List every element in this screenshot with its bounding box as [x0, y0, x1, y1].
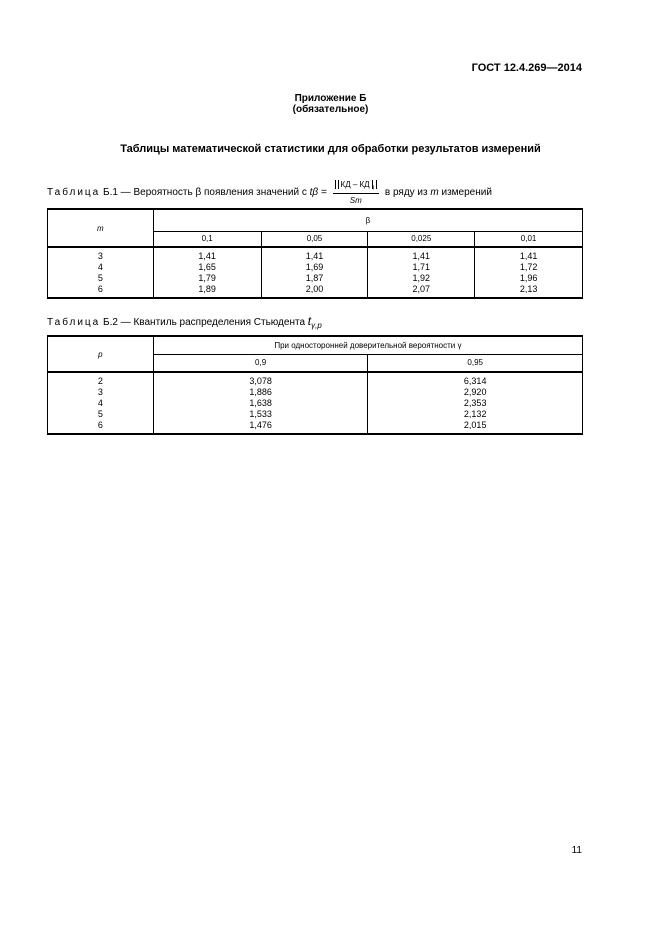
- table2-group-header: При односторонней доверительной вероятности γ: [153, 336, 582, 354]
- table-b1: [47, 208, 583, 299]
- table-row: [48, 284, 583, 298]
- table2-row-header: p: [48, 336, 154, 372]
- table1-caption: [47, 180, 492, 205]
- table-row: [48, 398, 583, 409]
- table-cell: 4: [48, 262, 154, 273]
- table-cell: 3,078: [153, 372, 368, 387]
- table-cell: 1,89: [153, 284, 261, 298]
- table-cell: 2: [48, 372, 154, 387]
- table-cell: 1,79: [153, 273, 261, 284]
- table-cell: 6: [48, 284, 154, 298]
- table-cell: 2,132: [368, 409, 583, 420]
- formula-numerator-sub: i: [372, 184, 375, 192]
- appendix-status: (обязательное): [292, 104, 369, 115]
- table1-col-header: 0,05: [261, 231, 368, 247]
- formula-denominator: Sm: [349, 195, 362, 205]
- table-cell: 6,314: [368, 372, 583, 387]
- table-row: [48, 273, 583, 284]
- table-b2: [47, 335, 583, 435]
- table1-col-header: 0,025: [368, 231, 475, 247]
- table1-caption-var: m: [430, 186, 439, 198]
- table-cell: 1,92: [368, 273, 475, 284]
- table-cell: 1,476: [153, 420, 368, 434]
- section-title: Таблицы математической статистики для обработки результатов измерений: [120, 143, 541, 155]
- table-cell: 5: [48, 273, 154, 284]
- table-cell: 3: [48, 247, 154, 262]
- table-cell: 6: [48, 420, 154, 434]
- table-cell: 1,886: [153, 387, 368, 398]
- table-cell: 3: [48, 387, 154, 398]
- formula-lhs: tβ =: [309, 186, 327, 198]
- table-cell: 1,69: [261, 262, 368, 273]
- table-row: [48, 247, 583, 262]
- appendix-title: Приложение Б: [294, 93, 367, 104]
- table2-col-header: 0,9: [153, 354, 368, 372]
- table1-caption-tail: в ряду из: [384, 186, 428, 198]
- table-row: [48, 409, 583, 420]
- table-cell: 2,07: [368, 284, 475, 298]
- table-cell: 2,00: [261, 284, 368, 298]
- table2-caption-text: Б.2 — Квантиль распределения Стьюдента: [103, 317, 306, 328]
- table-row: [48, 420, 583, 434]
- table-cell: 1,638: [153, 398, 368, 409]
- table2-caption: [47, 314, 322, 330]
- table-cell: 1,41: [368, 247, 475, 262]
- table1-col-header: 0,1: [153, 231, 261, 247]
- formula-numerator: КД – КД: [338, 180, 373, 189]
- table2-caption-symbol: t: [307, 314, 312, 328]
- table1-group-header: β: [153, 209, 582, 231]
- table-cell: 2,015: [368, 420, 583, 434]
- table-cell: 1,533: [153, 409, 368, 420]
- table-cell: 2,353: [368, 398, 583, 409]
- table2-caption-sub: γ,p: [311, 321, 322, 330]
- table-cell: 2,13: [475, 284, 583, 298]
- table1-caption-label: Таблица: [47, 186, 101, 198]
- table-cell: 1,65: [153, 262, 261, 273]
- table1-caption-end: измерений: [441, 186, 492, 198]
- table-cell: 5: [48, 409, 154, 420]
- table1-col-header: 0,01: [475, 231, 583, 247]
- formula-fraction: [333, 180, 380, 205]
- table-row: [48, 387, 583, 398]
- page-number: 11: [571, 845, 582, 856]
- table2-col-header: 0,95: [368, 354, 583, 372]
- table-cell: 1,96: [475, 273, 583, 284]
- table-cell: 1,41: [261, 247, 368, 262]
- table-cell: 4: [48, 398, 154, 409]
- table1-row-header: m: [48, 209, 154, 247]
- table-cell: 1,41: [475, 247, 583, 262]
- table-row: [48, 262, 583, 273]
- table2-caption-label: Таблица: [47, 317, 101, 328]
- document-code: ГОСТ 12.4.269—2014: [471, 62, 582, 74]
- table1-caption-text: Б.1 — Вероятность β появления значений с: [103, 186, 307, 198]
- table-cell: 1,72: [475, 262, 583, 273]
- table-cell: 2,920: [368, 387, 583, 398]
- table-cell: 1,41: [153, 247, 261, 262]
- table-cell: 1,71: [368, 262, 475, 273]
- table-cell: 1,87: [261, 273, 368, 284]
- table-row: [48, 372, 583, 387]
